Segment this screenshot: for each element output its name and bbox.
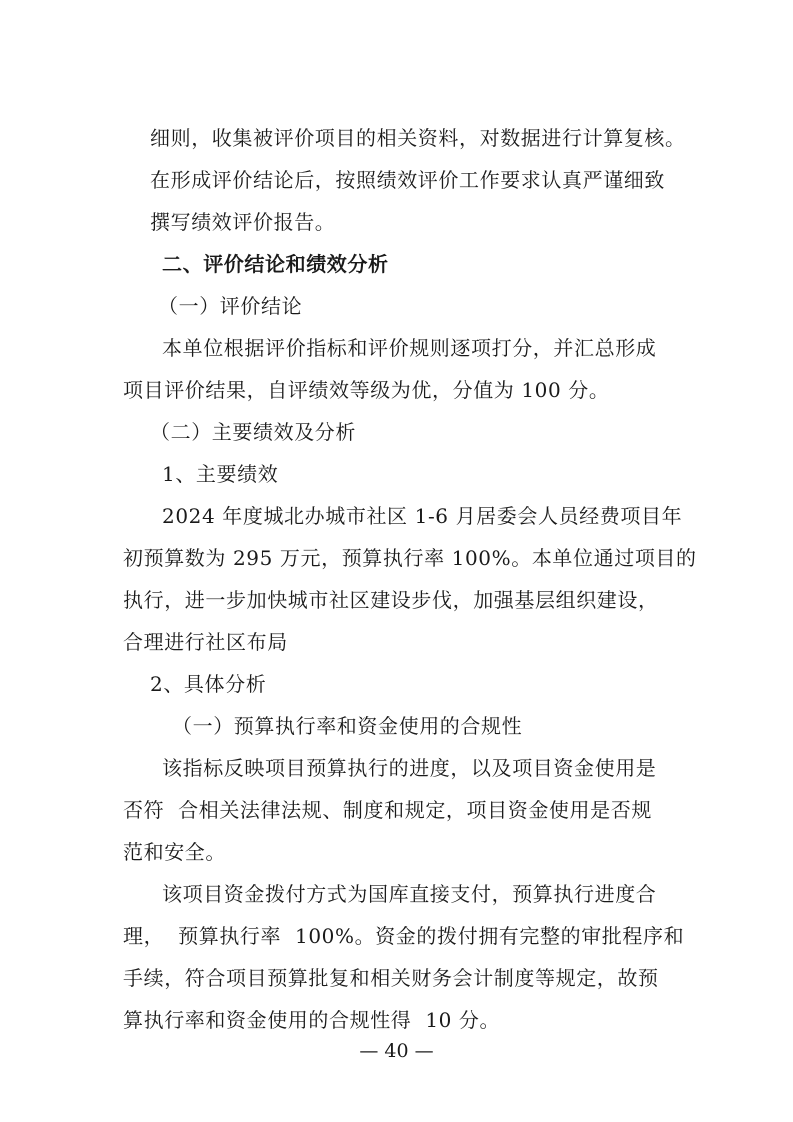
paragraph-line: 该指标反映项目预算执行的进度，以及项目资金使用是 (162, 756, 657, 780)
paragraph-line: 范和安全。 (123, 840, 226, 864)
subsection-heading: （一）预算执行率和资金使用的合规性 (172, 714, 523, 738)
subsection-heading: （一）评价结论 (158, 294, 303, 318)
paragraph-line: 2024 年度城北办城市社区 1-6 月居委会人员经费项目年 (162, 504, 683, 528)
paragraph-line: 理， 预算执行率 100%。资金的拨付拥有完整的审批程序和 (123, 924, 685, 948)
subsection-heading: 1、主要绩效 (162, 462, 279, 486)
paragraph-line: 合理进行社区布局 (123, 630, 288, 654)
paragraph-line: 细则，收集被评价项目的相关资料，对数据进行计算复核。 (150, 126, 686, 150)
paragraph-line: 执行，进一步加快城市社区建设步伐，加强基层组织建设， (123, 588, 659, 612)
paragraph-line: 项目评价结果，自评绩效等级为优，分值为 100 分。 (123, 378, 610, 402)
paragraph-line: 该项目资金拨付方式为国库直接支付，预算执行进度合 (162, 882, 657, 906)
paragraph-line: 撰写绩效评价报告。 (150, 210, 336, 234)
subsection-heading: （二）主要绩效及分析 (150, 420, 356, 444)
paragraph-line: 本单位根据评价指标和评价规则逐项打分，并汇总形成 (162, 336, 657, 360)
paragraph-line: 手续，符合项目预算批复和相关财务会计制度等规定，故预 (123, 966, 659, 990)
paragraph-line: 否符 合相关法律法规、制度和规定，项目资金使用是否规 (123, 798, 652, 822)
paragraph-line: 算执行率和资金使用的合规性得 10 分。 (123, 1008, 501, 1032)
paragraph-line: 初预算数为 295 万元，预算执行率 100%。本单位通过项目的 (123, 546, 697, 570)
paragraph-line: 在形成评价结论后，按照绩效评价工作要求认真严谨细致 (150, 168, 665, 192)
section-heading: 二、评价结论和绩效分析 (162, 252, 389, 276)
subsection-heading: 2、具体分析 (150, 672, 267, 696)
page-number: — 40 — (359, 1040, 434, 1062)
